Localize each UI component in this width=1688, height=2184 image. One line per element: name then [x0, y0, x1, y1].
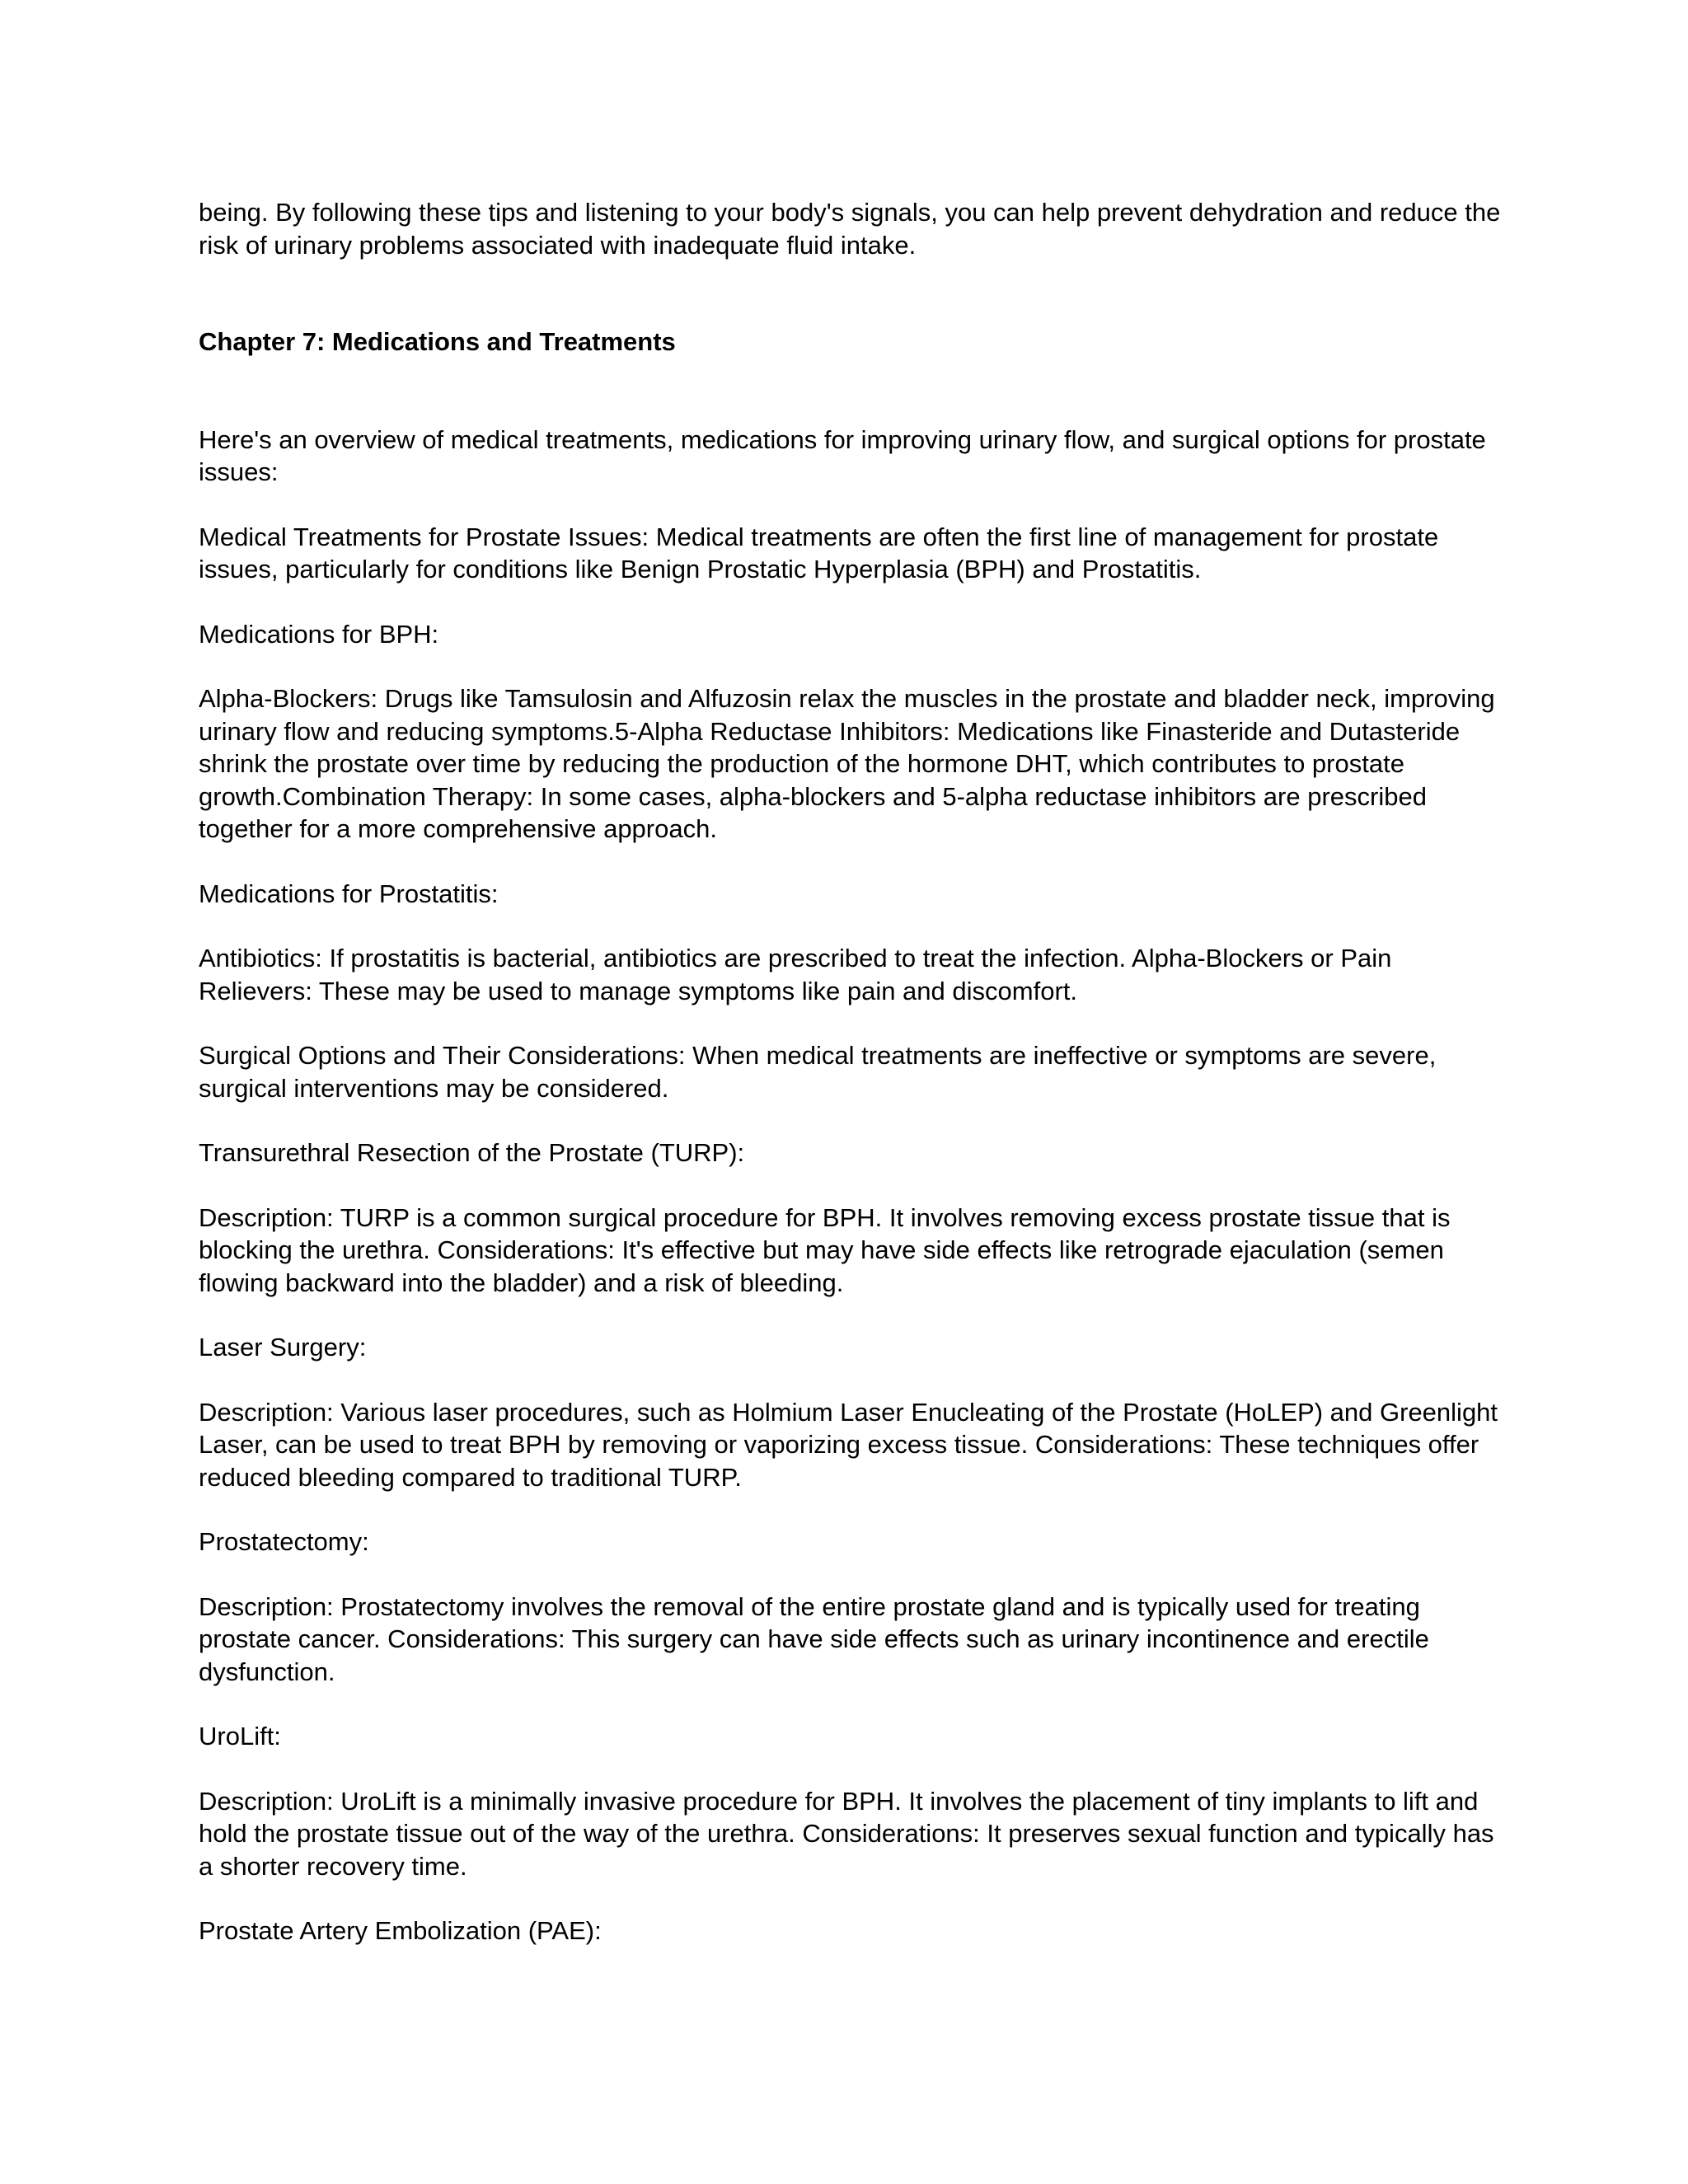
paragraph-turp-description: Description: TURP is a common surgical procedure for BPH. It involves removing excess prostate tissue that is blocking the urethra. Considerations: It's effective but may have side effects like retrograde ejaculation (semen flowing backward into the bladder) and a risk of bleeding. [199, 1202, 1451, 1297]
subheading-turp: Transurethral Resection of the Prostate (TURP): [199, 1138, 745, 1167]
subheading-medications-bph: Medications for BPH: [199, 619, 439, 649]
paragraph-laser-description: Description: Various laser procedures, such as Holmium Laser Enucleating of the Prostate (HoLEP) and Greenlight Laser, can be used to treat BPH by removing or vaporizing excess tissue. Considerations: These techniques offer reduced bleeding compared to traditional TURP. [199, 1397, 1498, 1492]
paragraph-overview: Here's an overview of medical treatments, medications for improving urinary flow, and surgical options for prostate issues: [199, 424, 1486, 486]
subheading-pae: Prostate Artery Embolization (PAE): [199, 1916, 602, 1945]
subheading-prostatectomy: Prostatectomy: [199, 1527, 369, 1556]
subheading-urolift: UroLift: [199, 1722, 281, 1750]
paragraph-urolift-description: Description: UroLift is a minimally invasive procedure for BPH. It involves the placement of tiny implants to lift and hold the prostate tissue out of the way of the urethra. Considerations: It preserves sexual function and typically has a shorter recovery time. [199, 1786, 1494, 1881]
intro-paragraph: being. By following these tips and listening to your body's signals, you can help prevent dehydration and reduce the risk of urinary problems associated with inadequate fluid intake. [199, 198, 1501, 260]
paragraph-prostatectomy-description: Description: Prostatectomy involves the removal of the entire prostate gland and is typically used for treating prostate cancer. Considerations: This surgery can have side effects such as urinary incontinence and erectile dysfunction. [199, 1591, 1429, 1686]
paragraph-antibiotics: Antibiotics: If prostatitis is bacterial, antibiotics are prescribed to treat the infection. Alpha-Blockers or Pain Relievers: These may be used to manage symptoms like pain and discomfort. [199, 944, 1392, 1005]
paragraph-medical-treatments: Medical Treatments for Prostate Issues: Medical treatments are often the first line of management for prostate issues, particularly for conditions like Benign Prostatic Hyperplasia (BPH) and Prostatitis. [199, 522, 1439, 583]
document-body [199, 196, 1501, 1947]
chapter-heading: Chapter 7: Medications and Treatments [199, 327, 676, 356]
subheading-medications-prostatitis: Medications for Prostatitis: [199, 879, 499, 908]
subheading-laser-surgery: Laser Surgery: [199, 1333, 367, 1361]
paragraph-surgical-options: Surgical Options and Their Considerations: When medical treatments are ineffective or symptoms are severe, surgical interventions may be considered. [199, 1041, 1437, 1103]
paragraph-alpha-blockers: Alpha-Blockers: Drugs like Tamsulosin and Alfuzosin relax the muscles in the prostate and bladder neck, improving urinary flow and reducing symptoms.5-Alpha Reductase Inhibitors: Medications like Finasteride and Dutasteride shrink the prostate over time by reducing the production of the hormone DHT, which contributes to prostate growth.Combination Therapy: In some cases, alpha-blockers and 5-alpha reductase inhibitors are prescribed together for a more comprehensive approach. [199, 684, 1495, 843]
